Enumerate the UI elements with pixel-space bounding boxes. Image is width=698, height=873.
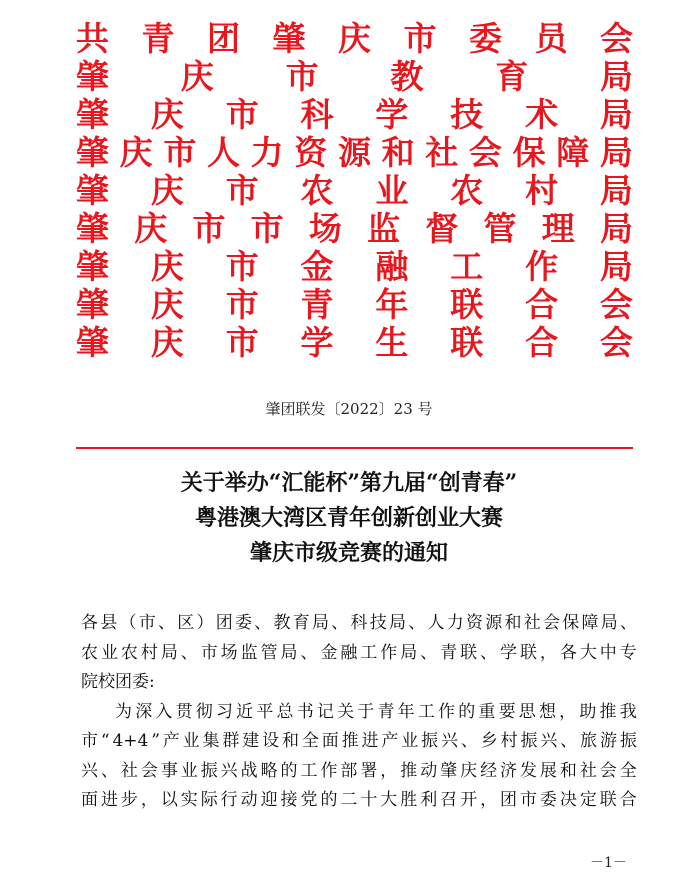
- text-char: 委: [235, 613, 252, 633]
- issuer-char: 局: [599, 133, 633, 172]
- text-char: 乡: [480, 731, 498, 751]
- text-char: 和: [504, 613, 522, 633]
- text-char: 村: [140, 642, 158, 663]
- text-char: 署: [360, 760, 378, 781]
- text-char: 兴: [540, 731, 558, 751]
- text-char: 区: [177, 613, 195, 633]
- issuer-line: [76, 58, 633, 96]
- text-char: 业: [401, 731, 419, 751]
- text-char: 总: [276, 701, 294, 722]
- text-char: 胜: [400, 790, 418, 810]
- issuer-char: 会: [599, 285, 633, 324]
- issuer-char: 和: [381, 133, 415, 172]
- text-char: 人: [427, 613, 445, 633]
- issuer-char: 局: [599, 57, 633, 96]
- text-char: 团: [215, 613, 233, 633]
- issuer-char: 员: [534, 19, 568, 58]
- text-char: 略: [260, 760, 278, 781]
- text-char: 局: [400, 642, 418, 663]
- issuer-char: 融: [375, 247, 409, 286]
- issuer-char: 庆: [150, 285, 184, 324]
- text-char: 振: [421, 731, 439, 751]
- text-char: ”: [151, 731, 160, 751]
- issuer-line: [76, 210, 633, 248]
- text-char: 建: [242, 731, 260, 751]
- text-char: 农: [81, 642, 98, 663]
- text-char: 进: [100, 790, 118, 810]
- text-char: 作: [438, 701, 455, 722]
- issuer-line: [76, 324, 633, 362]
- issuer-char: 教: [390, 57, 424, 96]
- text-char: 庆: [460, 760, 478, 781]
- text-char: 集: [202, 731, 220, 751]
- title-line: 粤港澳大湾区青年创新创业大赛: [194, 505, 503, 531]
- text-char: 融: [340, 642, 358, 663]
- text-char: 村: [500, 731, 518, 751]
- text-char: 各: [81, 613, 98, 633]
- text-char: 贯: [175, 701, 193, 722]
- text-char: 的: [320, 790, 338, 810]
- issuer-char: 农: [450, 171, 484, 210]
- issuer-line: [76, 172, 633, 210]
- issuer-char: 障: [556, 133, 590, 172]
- text-char: 事: [160, 760, 178, 781]
- issuer-char: 工: [450, 247, 484, 286]
- text-char: 委: [539, 790, 557, 810]
- issuer-line: [76, 20, 633, 58]
- issuer-header: [76, 20, 633, 362]
- text-char: 、: [254, 613, 272, 633]
- text-char: 迎: [260, 790, 278, 810]
- issuer-char: 联: [450, 323, 484, 362]
- text-char: 大: [380, 790, 398, 810]
- text-char: 我: [619, 701, 637, 722]
- text-char: 大: [579, 642, 597, 663]
- text-char: 彻: [195, 701, 213, 722]
- text-char: 展: [539, 760, 557, 781]
- issuer-char: 庆: [134, 209, 168, 248]
- text-char: 工: [417, 701, 435, 722]
- issuer-char: 年: [375, 285, 409, 324]
- text-char: 作: [380, 642, 398, 663]
- issuer-char: 庆: [150, 95, 184, 134]
- paragraph-line: [81, 757, 637, 787]
- text-char: 召: [440, 790, 458, 810]
- text-char: 关: [337, 701, 355, 722]
- issuer-char: 保: [512, 133, 546, 172]
- text-char: 监: [240, 642, 258, 663]
- text-char: 市: [138, 613, 156, 633]
- issuer-char: 局: [599, 209, 633, 248]
- issuer-char: 肇: [272, 19, 306, 58]
- issuer-char: 委: [469, 19, 502, 58]
- text-char: 、: [100, 760, 118, 781]
- issuer-char: 青: [300, 285, 334, 324]
- text-char: 社: [579, 760, 597, 781]
- issuer-char: 农: [300, 171, 334, 210]
- text-char: 部: [340, 760, 358, 781]
- page-number: －1－: [590, 855, 627, 871]
- issuer-char: 社: [425, 133, 459, 172]
- issuer-char: 庆: [180, 57, 214, 96]
- text-char: 、: [408, 613, 426, 633]
- text-char: 、: [331, 613, 349, 633]
- text-char: 面: [321, 731, 339, 751]
- text-char: 推: [400, 760, 418, 781]
- text-char: 会: [543, 613, 560, 633]
- text-char: 和: [559, 760, 577, 781]
- text-char: 、: [158, 613, 175, 633]
- issuer-char: 肇: [76, 323, 109, 362]
- title-line: 关于举办“汇能杯”第九届“创青春”: [180, 470, 518, 496]
- text-char: 和: [282, 731, 300, 751]
- text-char: 全: [301, 731, 319, 751]
- paragraph-line: [81, 698, 637, 728]
- text-char: 作: [320, 760, 338, 781]
- issuer-char: 场: [308, 209, 342, 248]
- text-char: 、: [180, 642, 198, 663]
- issuer-char: 庆: [338, 19, 371, 58]
- text-char: 工: [300, 760, 318, 781]
- issuer-char: 理: [541, 209, 575, 248]
- text-char: 青: [440, 642, 458, 663]
- text-char: ，: [559, 701, 577, 722]
- issuer-char: 市: [225, 323, 259, 362]
- title-line: 肇庆市级竞赛的通知: [249, 540, 448, 566]
- issuer-line: [76, 286, 633, 324]
- paragraph-line: [81, 786, 637, 816]
- text-char: 育: [292, 613, 310, 633]
- recipients-line: [81, 609, 637, 639]
- recipients-line: [81, 639, 637, 669]
- text-char: （: [119, 613, 137, 633]
- issuer-char: 市: [192, 209, 226, 248]
- issuer-char: 科: [300, 95, 334, 134]
- issuer-char: 市: [163, 133, 197, 172]
- text-char: 行: [220, 790, 238, 810]
- text-char: 年: [397, 701, 415, 722]
- text-char: 际: [200, 790, 218, 810]
- text-char: 业: [100, 642, 118, 663]
- issuer-char: 合: [525, 285, 559, 324]
- text-char: 会: [599, 760, 617, 781]
- text-char: 会: [140, 760, 158, 781]
- issuer-char: 市: [225, 247, 259, 286]
- text-char: 保: [562, 613, 580, 633]
- issuer-line: [76, 96, 633, 134]
- text-char: 资: [466, 613, 483, 633]
- text-char: 、: [420, 642, 438, 663]
- text-char: 联: [519, 642, 537, 663]
- text-char: 战: [240, 760, 258, 781]
- issuer-char: 金: [300, 247, 334, 286]
- text-char: 振: [619, 731, 637, 751]
- text-char: 的: [280, 760, 298, 781]
- text-char: 团: [500, 790, 518, 810]
- text-char: 二: [340, 790, 358, 810]
- issuer-char: 源: [337, 133, 371, 172]
- issuer-char: 肇: [76, 209, 109, 248]
- issuer-char: 管: [483, 209, 517, 248]
- issuer-char: 市: [403, 19, 437, 58]
- issuer-char: 作: [525, 247, 559, 286]
- text-char: 全: [619, 760, 637, 781]
- issuer-char: 市: [285, 57, 319, 96]
- text-char: 为: [115, 701, 132, 722]
- text-char: 局: [600, 613, 618, 633]
- issuer-char: 联: [450, 285, 484, 324]
- issuer-char: 庆: [150, 323, 184, 362]
- text-char: 于: [357, 701, 375, 722]
- text-char: 兴: [81, 760, 98, 781]
- text-char: ，: [480, 790, 498, 810]
- text-char: 实: [180, 790, 198, 810]
- text-char: 中: [599, 642, 617, 663]
- issuer-char: 学: [300, 323, 334, 362]
- text-char: 定: [579, 790, 597, 810]
- text-char: 入: [155, 701, 173, 722]
- text-char: 经: [480, 760, 498, 781]
- text-char: 、: [460, 731, 478, 751]
- text-char: 以: [160, 790, 178, 810]
- text-char: 力: [446, 613, 464, 633]
- text-char: 农: [120, 642, 138, 663]
- text-char: 局: [312, 613, 329, 633]
- text-char: 局: [389, 613, 406, 633]
- text-char: “: [100, 731, 110, 751]
- issuer-char: 肇: [76, 95, 109, 134]
- document-number: 肇团联发〔2022〕23 号: [265, 400, 433, 418]
- issuer-char: 肇: [76, 57, 109, 96]
- text-char: 推: [599, 701, 617, 722]
- issuer-char: 学: [375, 95, 409, 134]
- text-char: 党: [300, 790, 318, 810]
- text-char: 源: [485, 613, 503, 633]
- text-char: 要: [498, 701, 516, 722]
- text-char: ，: [380, 760, 398, 781]
- text-char: 决: [559, 790, 577, 810]
- text-char: 、: [560, 731, 578, 751]
- text-char: 的: [458, 701, 476, 722]
- text-char: 济: [500, 760, 518, 781]
- text-char: 联: [599, 790, 617, 810]
- text-char: 障: [581, 613, 599, 633]
- text-char: 记: [316, 701, 334, 722]
- text-char: 社: [523, 613, 541, 633]
- text-char: 重: [478, 701, 496, 722]
- issuer-char: 市: [225, 171, 259, 210]
- issuer-char: 力: [250, 133, 284, 172]
- text-char: 青: [377, 701, 395, 722]
- issuer-char: 肇: [76, 247, 109, 286]
- text-char: 近: [236, 701, 254, 722]
- text-char: 平: [256, 701, 274, 722]
- text-char: 产: [381, 731, 399, 751]
- text-char: 游: [600, 731, 618, 751]
- text-char: 各: [559, 642, 577, 663]
- text-char: 社: [120, 760, 138, 781]
- text-char: 局: [280, 642, 298, 663]
- issuer-char: 督: [425, 209, 459, 248]
- issuer-char: 术: [525, 95, 559, 134]
- text-char: 发: [519, 760, 537, 781]
- text-char: ）: [196, 613, 214, 633]
- document-body: [81, 609, 637, 816]
- issuer-char: 合: [525, 323, 559, 362]
- issuer-char: 人: [206, 133, 240, 172]
- issuer-char: 肇: [76, 171, 109, 210]
- issuer-char: 市: [225, 285, 259, 324]
- text-char: 动: [240, 790, 258, 810]
- text-char: 联: [460, 642, 478, 663]
- text-char: 市: [81, 731, 98, 751]
- text-char: 市: [519, 790, 537, 810]
- text-char: 动: [420, 760, 438, 781]
- text-char: ，: [140, 790, 158, 810]
- red-divider: [76, 447, 633, 449]
- text-char: 技: [369, 613, 387, 633]
- text-char: 教: [273, 613, 291, 633]
- text-char: 学: [500, 642, 518, 663]
- text-char: 肇: [440, 760, 458, 781]
- document-title: [0, 466, 698, 571]
- text-char: 县: [100, 613, 118, 633]
- text-char: 产: [162, 731, 180, 751]
- text-char: 业: [180, 760, 198, 781]
- issuer-char: 局: [599, 247, 633, 286]
- text-char: 业: [182, 731, 200, 751]
- issuer-char: 局: [599, 95, 633, 134]
- text-char: 振: [200, 760, 218, 781]
- text-char: 十: [360, 790, 378, 810]
- text-char: 局: [160, 642, 178, 663]
- text-char: 思: [518, 701, 536, 722]
- issuer-line: [76, 134, 633, 172]
- issuer-char: 庆: [150, 247, 184, 286]
- issuer-char: 技: [450, 95, 484, 134]
- issuer-char: 肇: [76, 133, 109, 172]
- issuer-char: 村: [525, 171, 559, 210]
- issuer-char: 团: [207, 19, 240, 58]
- text-char: 旅: [580, 731, 598, 751]
- issuer-char: 会: [468, 133, 502, 172]
- text-char: 工: [360, 642, 378, 663]
- text-char: 设: [262, 731, 280, 751]
- text-char: 管: [260, 642, 278, 663]
- text-char: 步: [120, 790, 138, 810]
- issuer-char: 青: [141, 19, 175, 58]
- issuer-char: 庆: [119, 133, 153, 172]
- text-char: 专: [619, 642, 637, 663]
- text-char: 深: [135, 701, 153, 722]
- text-char: 、: [480, 642, 498, 663]
- text-char: 、: [620, 613, 637, 633]
- issuer-char: 监: [367, 209, 401, 248]
- issuer-line: [76, 248, 633, 286]
- text-char: 、: [300, 642, 318, 663]
- issuer-char: 资: [294, 133, 328, 172]
- text-char: 兴: [220, 760, 238, 781]
- text-char: 进: [361, 731, 379, 751]
- issuer-char: 市: [250, 209, 284, 248]
- text-char: 接: [280, 790, 298, 810]
- text-char: 习: [215, 701, 233, 722]
- issuer-char: 庆: [150, 171, 184, 210]
- text-char: 面: [81, 790, 98, 810]
- text-char: 金: [320, 642, 338, 663]
- issuer-char: 生: [375, 323, 409, 362]
- recipients-line: 院校团委:: [81, 672, 155, 692]
- text-char: 振: [520, 731, 538, 751]
- text-char: 合: [619, 790, 637, 810]
- text-char: 助: [579, 701, 597, 722]
- issuer-char: 会: [600, 19, 633, 58]
- text-char: 利: [420, 790, 438, 810]
- issuer-char: 肇: [76, 285, 109, 324]
- text-char: 书: [296, 701, 314, 722]
- text-char: 4+4: [112, 731, 149, 751]
- issuer-char: 局: [599, 171, 633, 210]
- issuer-char: 市: [225, 95, 259, 134]
- text-char: 市: [200, 642, 218, 663]
- text-char: 开: [460, 790, 478, 810]
- text-char: 兴: [441, 731, 459, 751]
- issuer-char: 会: [599, 323, 633, 362]
- text-char: 群: [222, 731, 240, 751]
- text-char: 场: [220, 642, 238, 663]
- issuer-char: 育: [495, 57, 529, 96]
- issuer-char: 业: [375, 171, 409, 210]
- text-char: 科: [350, 613, 368, 633]
- text-char: ，: [539, 642, 557, 663]
- issuer-char: 共: [76, 19, 109, 58]
- paragraph-line: [81, 727, 637, 757]
- text-char: 推: [341, 731, 359, 751]
- text-char: 想: [538, 701, 556, 722]
